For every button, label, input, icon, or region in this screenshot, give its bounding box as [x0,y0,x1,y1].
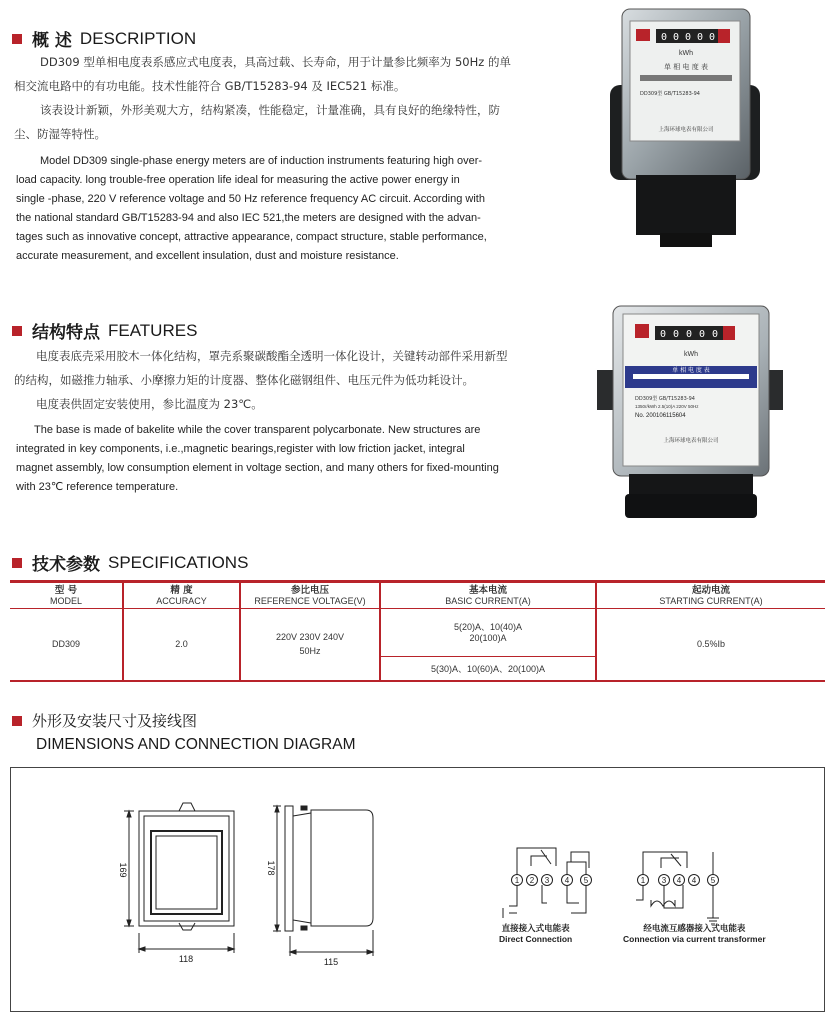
header-en: MODEL [49,596,82,606]
specifications-heading [12,550,248,575]
front-height-label: 169 [118,862,128,878]
features-title-en: FEATURES [108,320,198,340]
paragraph-line: with 23℃ reference temperature. [16,481,179,493]
specifications-title-cn: 技术参数 [32,555,100,575]
cell-basic-current-b: 5(30)A、10(60)A、20(100)A [380,657,596,681]
ct-terminals [638,875,719,886]
header-cn: 基本电流 [468,585,507,596]
specifications-title-en: SPECIFICATIONS [108,552,249,572]
cell-accuracy: 2.0 [123,609,240,681]
header-cn: 起动电流 [691,585,730,596]
meter-unit: kWh [679,50,693,57]
paragraph-line: The base is made of bakelite while the cover transparent polycarbonate. New structures are [34,424,481,436]
dimensions-heading [12,710,205,731]
section-marker [12,326,22,336]
side-width-label: 115 [323,957,339,967]
voltage-line: 50Hz [299,646,321,657]
meter-name: 单 相 电 度 表 [664,63,708,71]
paragraph-line: 该表设计新颖，外形美观大方，结构紧凑，性能稳定，计量准确，具有良好的绝缘特性，防 [40,103,500,117]
counter-digit: 0 [673,32,680,43]
counter-digit: 0 [660,329,667,340]
counter-digit: 0 [673,329,680,340]
header-en: REFERENCE VOLTAGE(V) [254,596,366,606]
counter-digit: 0 [709,32,716,43]
header-cn: 参比电压 [290,585,329,596]
meter-maker: 上海环球电表有限公司 [658,127,714,133]
terminal-label: 4 [564,876,570,885]
front-view [124,803,234,953]
paragraph-line: 尘、防湿等特性。 [14,127,106,141]
meter-rating: 1350r/kWh 2.5(10)A 220V 50Hz [635,404,699,409]
counter-digits [655,326,723,340]
counter-digit: 0 [697,32,704,43]
header-voltage [240,582,380,609]
meter-name: 单 相 电 度 表 [672,367,710,374]
cell-voltage [240,609,380,681]
counter-digits [656,29,718,43]
description-heading [12,26,196,51]
paragraph-line: tages such as innovative concept, attractive appearance, compact structure, stable performance, [16,231,487,243]
meter-model: DD309型 GB/T15283-94 [635,396,695,402]
counter-digit: 0 [661,32,668,43]
ct-connection-caption [623,922,766,944]
header-model [10,582,123,609]
header-accuracy [123,582,240,609]
counter-digit: 0 [699,329,706,340]
paragraph-line: 相交流电路中的有功电能。技术性能符合 GB/T15283-94 及 IEC521 标准。 [14,79,406,93]
side-height-label: 178 [266,860,276,876]
table-row [10,609,825,657]
header-starting-current [596,582,825,609]
paragraph-line: load capacity. long trouble-free operation life ideal for measuring the active power energy in [16,174,460,186]
paragraph-line: 电度表供固定安装使用，参比温度为 23℃。 [36,397,263,411]
dimensions-title-cn: 外形及安装尺寸及接线图 [32,712,198,730]
header-en: BASIC CURRENT(A) [445,596,531,606]
voltage-line: 220V 230V 240V [275,632,345,643]
section-marker [12,558,22,568]
paragraph-line: the national standard GB/T15283-94 and also IEC 521,the meters are designed with the advan- [16,212,481,224]
header-cn: 精 度 [170,585,193,596]
counter-digit: 0 [685,32,692,43]
table-header-row [10,582,825,609]
specifications-table [10,580,825,682]
features-title-cn: 结构特点 [32,323,100,343]
dimensions-diagram-box [10,767,825,1012]
current-line: 20(100)A [469,632,507,643]
dimensions-drawing [11,768,824,1011]
meter-photo-1 [600,5,772,255]
terminal-label: 3 [544,876,550,885]
cell-basic-current-a [380,609,596,657]
caption-en: Connection via current transformer [623,934,766,944]
terminal-label: 5 [583,876,589,885]
caption-cn: 直接接入式电能表 [501,924,570,934]
header-basic-current [380,582,596,609]
terminal-label: 4 [691,876,697,885]
meter-serial: No. 200106115604 [635,413,686,419]
paragraph-line: 电度表底壳采用胶木一体化结构，罩壳系聚碳酸酯全透明一体化设计，关键转动部件采用新型 [36,349,508,363]
paragraph-line: single -phase, 220 V reference voltage and 50 Hz reference frequency AC circuit. According with [16,193,485,205]
description-cn-text [14,50,511,146]
caption-cn: 经电流互感器接入式电能表 [643,924,746,934]
ct-connection-diagram [636,852,719,924]
header-cn: 型 号 [54,585,78,596]
dimensions-title-en: DIMENSIONS AND CONNECTION DIAGRAM [36,736,356,753]
section-marker [12,716,22,726]
terminal-label: 1 [640,876,646,885]
terminal-label: 2 [529,876,535,885]
features-en-text [16,421,499,497]
paragraph-line: magnet assembly, low consumption element in voltage section, and many others for fixed-mounting [16,462,499,474]
paragraph-line: accurate measurement, and excellent insulation, dust and moisture resistance. [16,250,399,262]
caption-en: Direct Connection [499,934,573,944]
terminal-label: 4 [676,876,682,885]
front-width-label: 118 [178,954,194,964]
description-title-en: DESCRIPTION [79,28,197,48]
features-cn-text [14,344,508,416]
paragraph-line: integrated in key components, i.e.,magnetic bearings,register with low friction jacket, integral [16,443,465,455]
terminal-label: 3 [661,876,667,885]
header-en: ACCURACY [156,596,207,606]
terminal-label: 5 [710,876,716,885]
features-heading [12,318,197,343]
description-title-cn: 概 述 [32,31,72,51]
paragraph-line: Model DD309 single-phase energy meters are of induction instruments featuring high over- [40,155,483,167]
side-view [273,806,373,956]
current-line: 5(20)A、10(40)A [453,621,523,632]
direct-terminals [512,875,592,886]
meter-model: DD309型 GB/T15283-94 [640,91,700,97]
counter-digit: 0 [712,329,719,340]
section-marker [12,34,22,44]
direct-connection-caption [499,922,572,944]
meter-maker: 上海环球电表有限公司 [663,438,719,444]
description-en-text [16,152,487,266]
header-en: STARTING CURRENT(A) [659,596,763,606]
counter-digit: 0 [686,329,693,340]
terminal-label: 1 [514,876,520,885]
cell-starting-current: 0.5%Ib [596,609,825,681]
paragraph-line: 的结构，如磁推力轴承、小摩擦力矩的计度器、整体化磁钢组件、电压元件为低功耗设计。 [14,373,474,387]
paragraph-line: DD309 型单相电度表系感应式电度表，具高过载、长寿命，用于计量参比频率为 50Hz 的单 [40,55,511,69]
cell-model: DD309 [10,609,123,681]
meter-unit: kWh [684,351,698,358]
meter-photo-2 [595,300,785,525]
